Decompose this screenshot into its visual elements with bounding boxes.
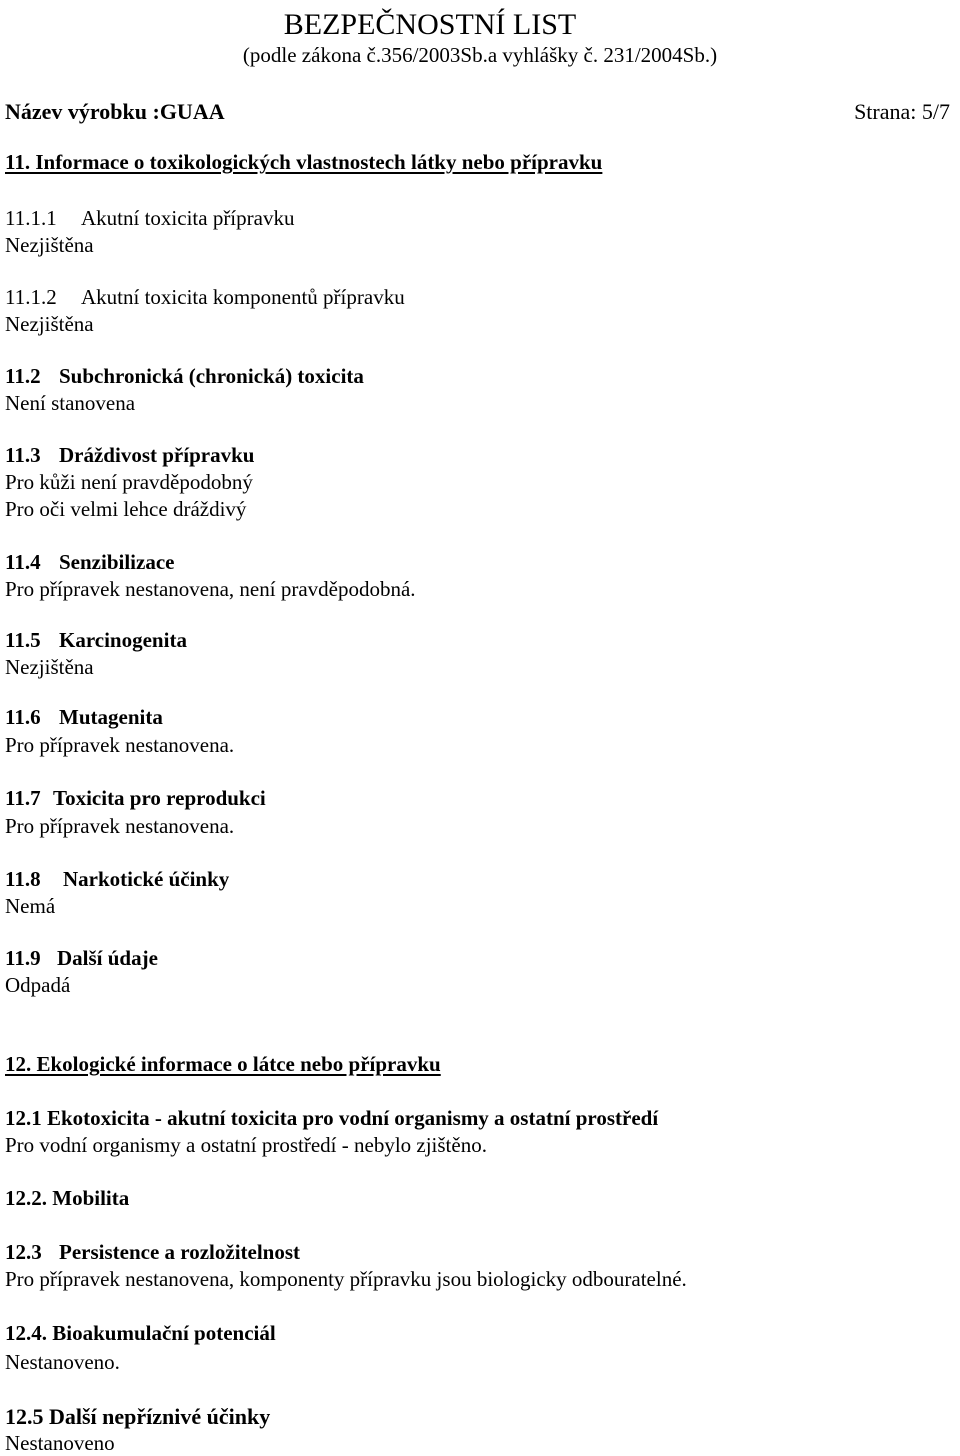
section-title-text: Mutagenita (59, 705, 163, 729)
section-title-text: Ekotoxicita - akutní toxicita pro vodní organismy a ostatní prostředí (47, 1106, 659, 1130)
section-title-text: Persistence a rozložitelnost (59, 1240, 301, 1264)
section-11-1-2-text: Nezjištěna (5, 312, 94, 336)
section-title-text: Akutní toxicita přípravku (81, 206, 295, 230)
section-code: 11.1.1 (5, 206, 57, 230)
section-code: 11.3 (5, 443, 41, 467)
section-11-1-2-title (5, 287, 405, 308)
section-title-text: Karcinogenita (59, 628, 187, 652)
section-11-6-text: Pro přípravek nestanovena. (5, 733, 235, 757)
page-number: Strana: 5/7 (854, 99, 950, 124)
section-title-text: Další nepříznivé účinky (49, 1404, 271, 1429)
section-11-1-1-text: Nezjištěna (5, 233, 94, 257)
section-title-text: Senzibilizace (59, 550, 175, 574)
section-11-heading: 11. Informace o toxikologických vlastnostech látky nebo přípravku (5, 150, 603, 174)
section-code: 12.3 (5, 1240, 42, 1264)
section-code: 12.2. (5, 1186, 47, 1210)
section-11-2-text: Není stanovena (5, 391, 136, 415)
section-12-heading: 12. Ekologické informace o látce nebo přípravku (5, 1052, 441, 1076)
section-title-text: Bioakumulační potenciál (52, 1321, 276, 1345)
document-title: BEZPEČNOSTNÍ LIST (283, 8, 577, 41)
section-code: 11.9 (5, 946, 41, 970)
section-title-text: Subchronická (chronická) toxicita (59, 364, 364, 388)
section-code: 11.2 (5, 364, 41, 388)
section-11-7-title (5, 788, 266, 809)
section-title-text: Další údaje (57, 946, 158, 970)
product-name: Název výrobku :GUAA (5, 99, 225, 124)
section-12-1-text: Pro vodní organismy a ostatní prostředí - nebylo zjištěno. (5, 1133, 487, 1157)
section-11-9-title (5, 948, 158, 969)
section-12-3-text: Pro přípravek nestanovena, komponenty přípravku jsou biologicky odbouratelné. (5, 1267, 687, 1291)
section-11-3-title (5, 445, 254, 466)
section-11-9-text: Odpadá (5, 973, 71, 997)
section-11-2-title (5, 366, 364, 387)
section-12-5-text: Nestanoveno (5, 1431, 115, 1455)
section-title-text: Akutní toxicita komponentů přípravku (81, 285, 405, 309)
section-11-3-line-2: Pro oči velmi lehce dráždivý (5, 497, 247, 521)
section-11-5-title (5, 630, 187, 651)
section-11-1-1-title (5, 208, 294, 229)
document-subtitle: (podle zákona č.356/2003Sb.a vyhlášky č. 231/2004Sb.) (242, 43, 718, 67)
section-12-5-title (5, 1406, 270, 1428)
section-title-text: Narkotické účinky (63, 867, 230, 891)
section-code: 11.6 (5, 705, 41, 729)
section-code: 11.4 (5, 550, 41, 574)
section-code: 11.5 (5, 628, 41, 652)
section-12-3-title (5, 1242, 300, 1263)
section-11-3-line-1: Pro kůži není pravděpodobný (5, 470, 253, 494)
section-12-4-title (5, 1323, 276, 1344)
section-title-text: Mobilita (52, 1186, 130, 1210)
section-11-7-text: Pro přípravek nestanovena. (5, 814, 235, 838)
section-12-2-title (5, 1188, 129, 1209)
section-code: 11.8 (5, 867, 41, 891)
section-code: 12.4. (5, 1321, 47, 1345)
section-11-4-text: Pro přípravek nestanovena, není pravděpodobná. (5, 577, 416, 601)
section-code: 11.7 (5, 786, 41, 810)
section-11-5-text: Nezjištěna (5, 655, 94, 679)
section-code: 12.1 (5, 1106, 42, 1130)
section-12-1-title (5, 1108, 658, 1129)
section-11-6-title (5, 707, 163, 728)
section-12-4-text: Nestanoveno. (5, 1350, 120, 1374)
section-code: 12.5 (5, 1404, 44, 1429)
section-title-text: Toxicita pro reprodukci (53, 786, 266, 810)
section-code: 11.1.2 (5, 285, 57, 309)
section-11-8-title (5, 869, 229, 890)
section-title-text: Dráždivost přípravku (59, 443, 255, 467)
section-11-8-text: Nemá (5, 894, 56, 918)
section-11-4-title (5, 552, 174, 573)
